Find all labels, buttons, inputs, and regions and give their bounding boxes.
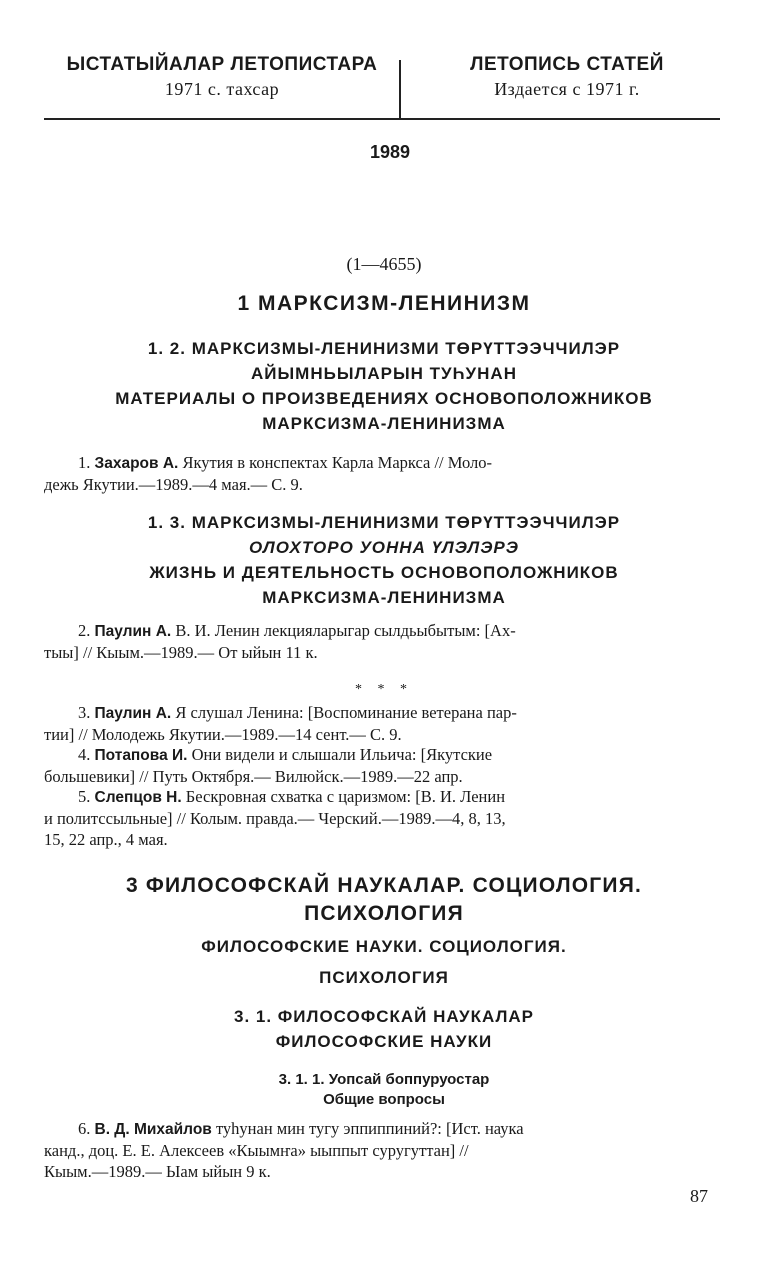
- entry-author: Слепцов Н.: [94, 789, 182, 806]
- entry-text: Я слушал Ленина: [Воспоминание ветерана пар-: [175, 703, 517, 722]
- entry-number: 4.: [78, 745, 91, 764]
- subsection-line: Общие вопросы: [323, 1091, 445, 1108]
- subsection-line: МАТЕРИАЛЫ О ПРОИЗВЕДЕНИЯХ ОСНОВОПОЛОЖНИКОВ: [115, 389, 653, 408]
- entry-text: В. И. Ленин лекцияларыгар сылдьыбытым: [Ах-: [175, 621, 516, 640]
- bibliography-entry: [44, 786, 704, 850]
- section-3-russian-title: [44, 934, 724, 990]
- entry-author: Потапова И.: [94, 747, 188, 764]
- header-left: [44, 52, 400, 100]
- page-number: 87: [690, 1186, 708, 1206]
- entry-text: Кыым.—1989.— Ыам ыйын 9 к.: [44, 1162, 271, 1181]
- subsection-line: АЙЫМНЬЫЛАРЫН ТУҺУНАН: [251, 364, 517, 383]
- entry-number: 2.: [78, 621, 91, 640]
- subsection-line: МАРКСИЗМА-ЛЕНИНИЗМА: [262, 588, 506, 607]
- header-right-subtitle: Издается с 1971 г.: [494, 79, 640, 99]
- section-title-line: ФИЛОСОФСКИЕ НАУКИ. СОЦИОЛОГИЯ.: [201, 937, 567, 956]
- subsection-line: 1. 2. МАРКСИЗМЫ-ЛЕНИНИЗМИ ТӨРҮТТЭЭЧЧИЛЭР: [147, 339, 621, 358]
- header-right-title: ЛЕТОПИСЬ СТАТЕЙ: [470, 54, 664, 75]
- header-right: [414, 52, 720, 100]
- entry-text: тыы] // Кыым.—1989.— От ыйын 11 к.: [44, 643, 318, 662]
- section-title-line: 3 ФИЛОСОФСКАЙ НАУКАЛАР. СОЦИОЛОГИЯ.: [125, 874, 643, 897]
- bibliography-entry: [44, 452, 704, 495]
- bibliography-entry: [44, 744, 704, 787]
- header-divider: [399, 60, 401, 118]
- entry-text: Они видели и слышали Ильича: [Якутские: [191, 745, 493, 764]
- section-separator: * * *: [355, 682, 413, 697]
- entry-number: 5.: [78, 787, 91, 806]
- entry-text: тии] // Молодежь Якутии.—1989.—14 сент.— С. 9.: [44, 725, 402, 744]
- year-heading: 1989: [369, 142, 411, 162]
- subsection-3-1-1-title: [44, 1070, 724, 1110]
- entry-number: 6.: [78, 1119, 91, 1138]
- section-1-title: 1 МАРКСИЗМ-ЛЕНИНИЗМ: [237, 292, 531, 315]
- subsection-line: МАРКСИЗМА-ЛЕНИНИЗМА: [262, 414, 506, 433]
- entry-text: 15, 22 апр., 4 мая.: [44, 830, 168, 849]
- section-title-line: ПСИХОЛОГИЯ: [304, 902, 464, 925]
- bibliography-entry: [44, 1118, 704, 1182]
- entry-author: В. Д. Михайлов: [94, 1121, 212, 1138]
- entry-text: Бескровная схватка с царизмом: [В. И. Ленин: [185, 787, 506, 806]
- header-left-subtitle: 1971 с. тахсар: [164, 79, 280, 99]
- entry-text: большевики] // Путь Октября.— Вилюйск.—1989.—22 апр.: [44, 767, 463, 786]
- entry-number: 1.: [78, 453, 91, 472]
- entry-text: канд., доц. Е. Е. Алексеев «Кыымҥа» ыыппыт суругуттан] //: [44, 1141, 469, 1160]
- entry-text: Якутия в конспектах Карла Маркса // Моло-: [182, 453, 493, 472]
- entry-author: Паулин А.: [94, 705, 172, 722]
- subsection-1-3-title: [44, 510, 724, 610]
- subsection-line: ФИЛОСОФСКИЕ НАУКИ: [275, 1032, 493, 1051]
- entry-number: 3.: [78, 703, 91, 722]
- bibliography-entry: [44, 702, 704, 745]
- entry-text: туһунан мин тугу эппиппиний?: [Ист. наука: [215, 1119, 524, 1138]
- entry-text: дежь Якутии.—1989.—4 мая.— С. 9.: [44, 475, 303, 494]
- subsection-line: ЖИЗНЬ И ДЕЯТЕЛЬНОСТЬ ОСНОВОПОЛОЖНИКОВ: [149, 563, 619, 582]
- subsection-line: 3. 1. 1. Уопсай боппуруостар: [278, 1071, 490, 1088]
- page-header: [44, 52, 720, 122]
- subsection-line: 1. 3. МАРКСИЗМЫ-ЛЕНИНИЗМИ ТӨРҮТТЭЭЧЧИЛЭР: [147, 513, 621, 532]
- section-title-line: ПСИХОЛОГИЯ: [319, 968, 449, 987]
- entry-text: и политссыльные] // Колым. правда.— Черский.—1989.—4, 8, 13,: [44, 809, 506, 828]
- subsection-line: ОЛОХТОРО УОННА ҮЛЭЛЭРЭ: [249, 538, 519, 557]
- entry-author: Захаров А.: [94, 455, 179, 472]
- header-rule: [44, 118, 720, 120]
- header-left-title: ЫСТАТЫЙАЛАР ЛЕТОПИСТАРА: [66, 54, 378, 75]
- entry-range: (1—4655): [346, 254, 422, 274]
- subsection-3-1-title: [44, 1004, 724, 1054]
- entry-author: Паулин А.: [94, 623, 172, 640]
- subsection-line: 3. 1. ФИЛОСОФСКАЙ НАУКАЛАР: [233, 1007, 535, 1026]
- subsection-1-2-title: [44, 336, 724, 436]
- bibliography-entry: [44, 620, 704, 663]
- section-3-title: [44, 872, 724, 928]
